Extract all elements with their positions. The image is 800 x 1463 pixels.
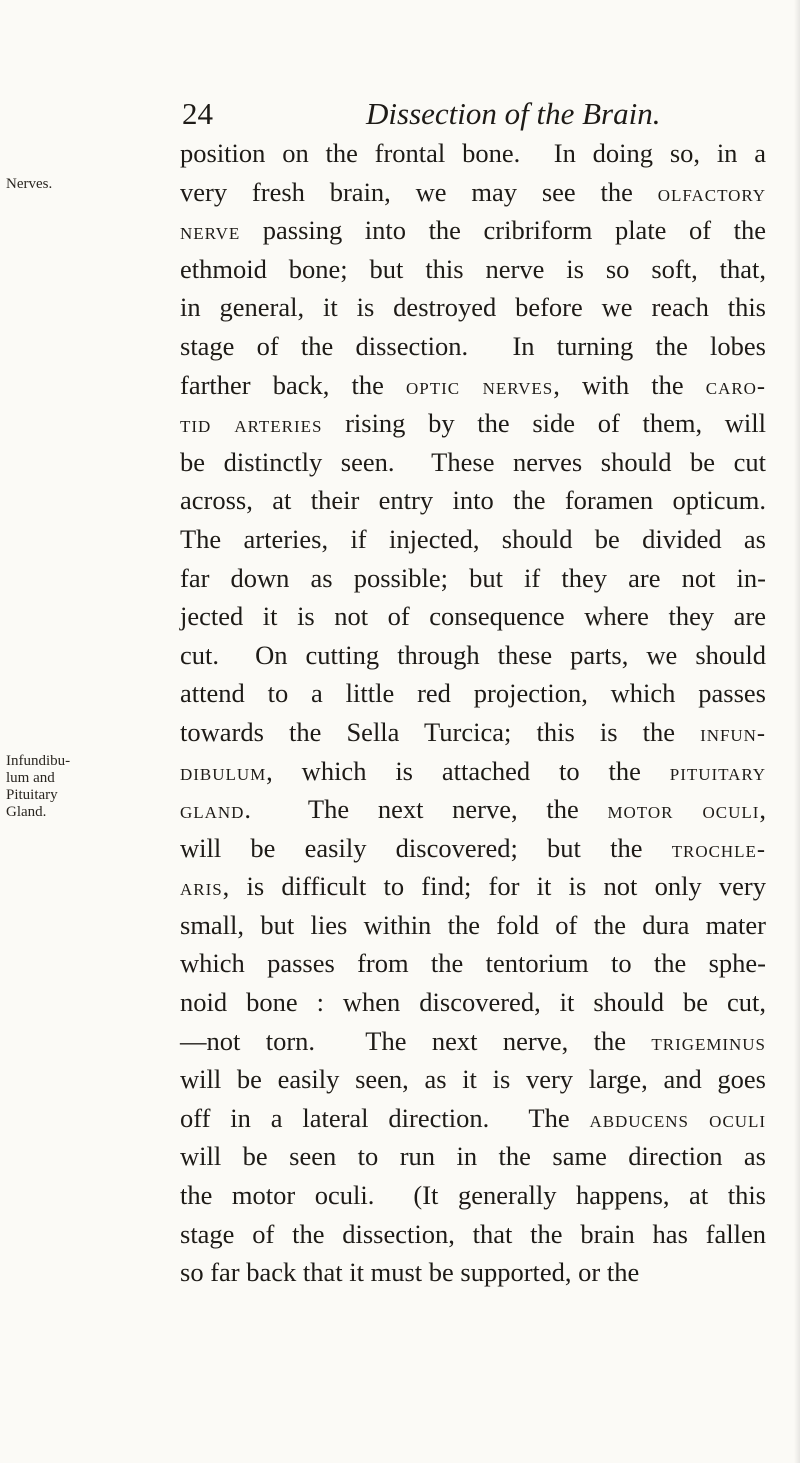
text-line [180,983,766,1022]
text-run: , which is attached to the [266,755,670,786]
text-line [180,481,766,520]
text-run: noid bone : when discovered, it should be cut, [180,987,766,1018]
small-caps-term: trigeminus [651,1028,766,1056]
text-line [180,713,766,752]
text-run: will be easily discovered; but the [180,832,672,863]
margin-note-line: Infundibu- [6,753,71,769]
small-caps-term: tid arteries [180,411,323,439]
text-run: attend to a little red projection, which passes [180,678,766,709]
text-line [180,752,766,791]
text-line [180,327,766,366]
text-run: small, but lies within the fold of the dura mater [180,909,766,940]
text-line [180,288,766,327]
text-line [180,211,766,250]
text-line [180,597,766,636]
text-run: —not torn. The next nerve, the [180,1025,652,1056]
text-line [180,1176,766,1215]
body-text [180,134,766,1292]
text-line [180,1253,766,1292]
small-caps-term: infun- [700,719,766,747]
small-caps-term: trochle- [671,835,766,863]
text-run: ethmoid bone; but this nerve is so soft, that, [180,253,766,284]
text-line [180,636,766,675]
text-run: passing into the cribriform plate of the [240,215,766,246]
text-line [180,1137,766,1176]
text-run: The arteries, if injected, should be divided as [180,523,766,554]
page-header [182,92,742,136]
text-line [180,1215,766,1254]
text-line [180,1022,766,1061]
text-line [180,1099,766,1138]
small-caps-term: motor oculi [607,797,760,825]
margin-note-nerves [6,176,52,193]
small-caps-term: pituitary [669,758,766,786]
text-run: stage of the dissection, that the brain has fallen [180,1218,766,1249]
text-run: so far back that it must be supported, or the [180,1257,640,1288]
small-caps-term: dibulum [180,758,267,786]
text-run: farther back, the [180,369,407,400]
small-caps-term: aris [180,874,223,902]
text-line [180,173,766,212]
margin-note-line: Nerves. [6,176,53,192]
text-line [180,674,766,713]
text-run: across, at their entry into the foramen opticum. [180,485,766,516]
text-line [180,134,766,173]
margin-note-infundibulum [6,753,70,821]
text-line [180,443,766,482]
text-run: very fresh brain, we may see the [180,176,658,207]
page-number: 24 [182,96,213,131]
small-caps-term: gland [180,797,245,825]
text-run: towards the Sella Turcica; this is the [180,716,701,747]
text-run: jected it is not of consequence where they are [180,601,766,632]
text-run: position on the frontal bone. In doing so, in a [180,138,766,168]
text-run: which passes from the tentorium to the sphe- [180,948,766,979]
margin-note-line: Pituitary [6,787,58,803]
text-line [180,790,766,829]
text-line [180,366,766,405]
small-caps-term: caro- [705,372,766,400]
margin-note-line: Gland. [6,804,47,820]
text-line [180,906,766,945]
small-caps-term: optic nerves [406,372,554,400]
text-run: off in a lateral direction. The [180,1102,590,1133]
text-line [180,944,766,983]
text-line [180,1060,766,1099]
text-run: will be seen to run in the same direction as [180,1141,766,1172]
text-run: , with the [553,369,706,400]
text-line [180,404,766,443]
text-run: , is difficult to find; for it is not only very [222,871,766,902]
text-run: the motor oculi. (It generally happens, at this [180,1180,766,1211]
text-run: rising by the side of them, will [322,408,766,439]
text-line [180,829,766,868]
text-line [180,867,766,906]
small-caps-term: nerve [180,218,241,246]
text-run: . The next nerve, the [244,794,608,825]
text-run: will be easily seen, as it is very large, and goes [180,1064,766,1095]
small-caps-term: abducens oculi [589,1105,766,1133]
text-line [180,559,766,598]
text-line [180,250,766,289]
running-title: Dissection of the Brain. [366,96,661,131]
text-run: , [759,794,766,825]
text-run: far down as possible; but if they are not in- [180,562,766,593]
text-run: be distinctly seen. These nerves should be cut [180,446,766,477]
text-run: cut. On cutting through these parts, we should [180,639,766,670]
text-run: stage of the dissection. In turning the lobes [180,330,766,361]
margin-note-line: lum and [6,770,55,786]
text-line [180,520,766,559]
page-edge [794,0,800,1463]
text-run: in general, it is destroyed before we reach this [180,292,766,323]
small-caps-term: olfactory [657,179,766,207]
